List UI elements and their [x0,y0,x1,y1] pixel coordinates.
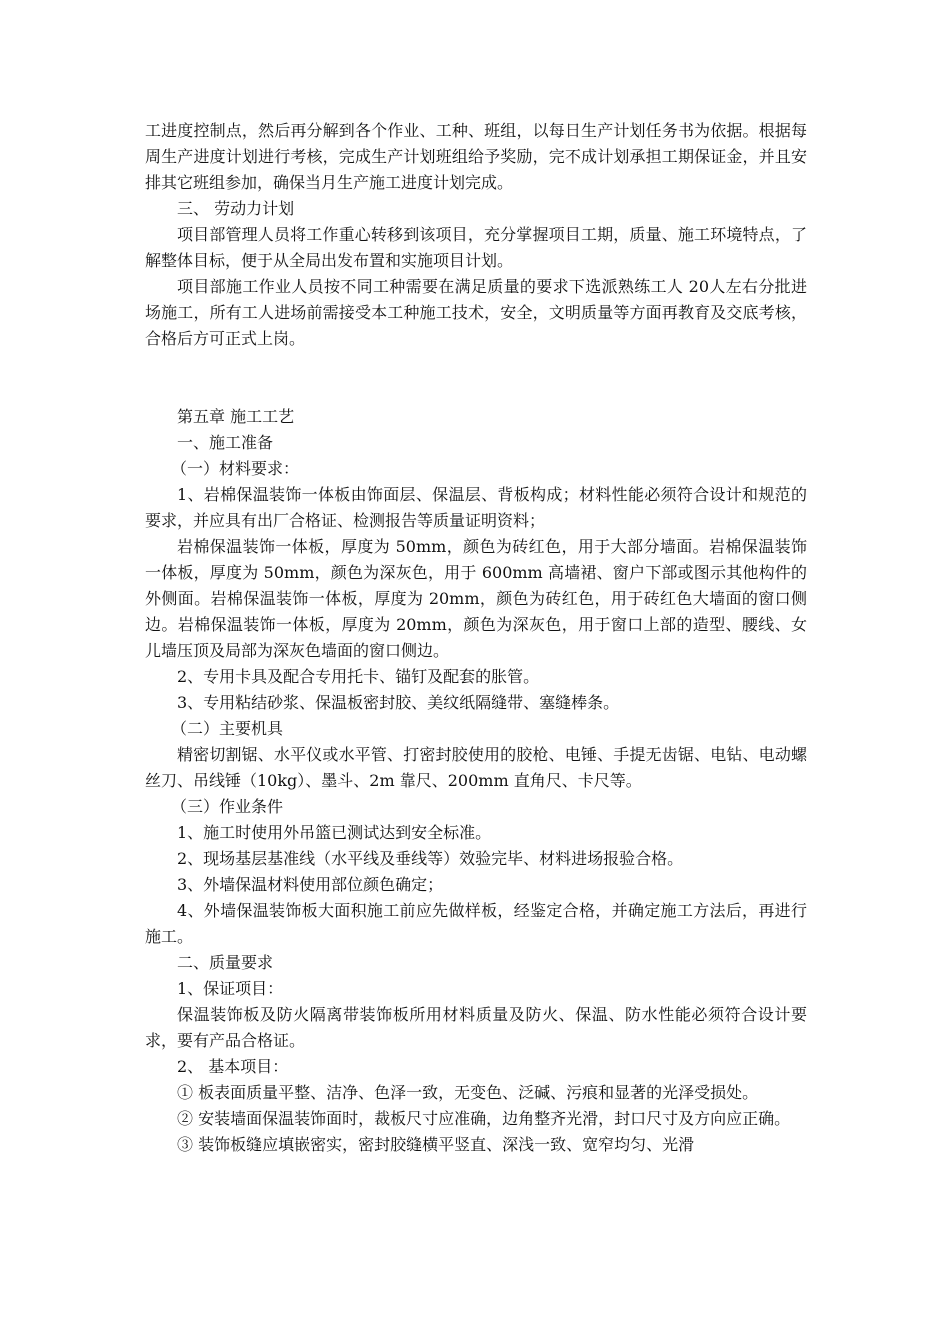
paragraph: 3、专用粘结砂浆、保温板密封胶、美纹纸隔缝带、塞缝棒条。 [177,693,620,712]
paragraph: 1、保证项目： [177,979,284,998]
paragraph: 保温装饰板及防火隔离带装饰板所用材料质量及防火、保温、防水性能必须符合设计要求，要有产品合格证。 [145,1005,807,1050]
subsection-heading: （二）主要机具 [171,719,284,738]
paragraph: 项目部管理人员将工作重心转移到该项目，充分掌握项目工期，质量、施工环境特点，了解整体目标，便于从全局出发布置和实施项目计划。 [145,225,807,270]
paragraph: 3、外墙保温材料使用部位颜色确定； [177,875,444,894]
paragraph: 精密切割锯、水平仪或水平管、打密封胶使用的胶枪、电锤、手提无齿锯、电钻、电动螺丝刀、吊线锤（10kg）、墨斗、2m 靠尺、200mm 直角尺、卡尺等。 [145,745,807,790]
section-heading: 一、施工准备 [177,433,274,452]
subsection-heading: （一）材料要求： [171,459,300,478]
list-item: ① 板表面质量平整、洁净、色泽一致，无变色、泛碱、污痕和显著的光泽受损处。 [177,1083,759,1102]
section-heading: 三、 劳动力计划 [177,199,295,218]
paragraph: 2、 基本项目： [177,1057,289,1076]
list-item: ③ 装饰板缝应填嵌密实，密封胶缝横平竖直、深浅一致、宽窄均匀、光滑 [177,1135,695,1154]
section-heading: 二、质量要求 [177,953,274,972]
paragraph: 1、岩棉保温装饰一体板由饰面层、保温层、背板构成；材料性能必须符合设计和规范的要求，并应具有出厂合格证、检测报告等质量证明资料； [145,485,807,530]
paragraph: 工进度控制点，然后再分解到各个作业、工种、班组，以每日生产计划任务书为依据。根据每周生产进度计划进行考核，完成生产计划班组给予奖励，完不成计划承担工期保证金，并且安排其它班组参加，确保当月生产施工进度计划完成。 [145,121,807,192]
paragraph-spacer [145,352,807,404]
paragraph: 岩棉保温装饰一体板，厚度为 50mm，颜色为砖红色，用于大部分墙面。岩棉保温装饰一体板，厚度为 50mm，颜色为深灰色，用于 600mm 高墙裙、窗户下部或图示其他构件的外侧面。岩棉保温装饰一体板，厚度为 20mm，颜色为砖红色，用于砖红色大墙面的窗口侧边。岩棉保温装饰一体板，厚度为 20mm，颜色为深灰色，用于窗口上部的造型、腰线、女儿墙压顶及局部为深灰色墙面的窗口侧边。 [145,537,807,660]
paragraph: 项目部施工作业人员按不同工种需要在满足质量的要求下选派熟练工人 20人左右分批进场施工，所有工人进场前需接受本工种施工技术，安全，文明质量等方面再教育及交底考核，合格后方可正式上岗。 [145,277,807,348]
paragraph: 2、专用卡具及配合专用托卡、锚钉及配套的胀管。 [177,667,540,686]
paragraph: 2、现场基层基准线（水平线及垂线等）效验完毕、材料进场报验合格。 [177,849,684,868]
paragraph: 1、施工时使用外吊篮已测试达到安全标准。 [177,823,492,842]
chapter-heading: 第五章 施工工艺 [177,407,295,426]
paragraph: 4、外墙保温装饰板大面积施工前应先做样板，经鉴定合格，并确定施工方法后，再进行施工。 [145,901,807,946]
document-body [145,118,807,1158]
subsection-heading: （三）作业条件 [171,797,284,816]
list-item: ② 安装墙面保温装饰面时，裁板尺寸应准确，边角整齐光滑，封口尺寸及方向应正确。 [177,1109,791,1128]
